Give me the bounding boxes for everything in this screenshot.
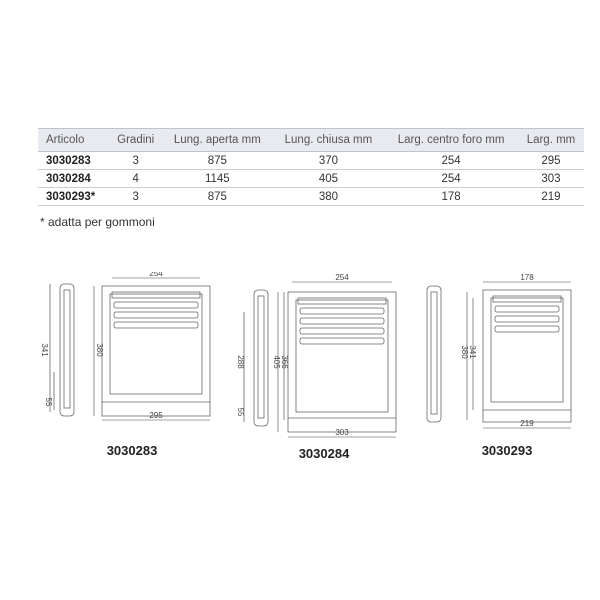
cell-larg-centro-foro: 178 [384, 188, 518, 206]
ladder-step [114, 312, 198, 318]
header-larg: Larg. mm [526, 134, 576, 146]
dim-side-foot: 55 [236, 407, 245, 417]
ladder-step [300, 318, 384, 324]
dim-left: 405 [272, 355, 281, 369]
drawing-caption: 3030283 [106, 443, 158, 458]
cell-gradini: 3 [109, 152, 162, 170]
header-larg-centro-foro: Larg. centro foro mm [397, 134, 505, 146]
side-rail-inner [431, 292, 437, 414]
cell-lung-chiusa: 370 [273, 152, 384, 170]
specs-table-container [38, 128, 584, 206]
header-lung-chiusa: Lung. chiusa mm [284, 134, 373, 146]
ladder-step [114, 302, 198, 308]
dim-left: 380 [95, 343, 104, 357]
dim-top: 254 [149, 272, 163, 278]
footnote: * adatta per gommoni [40, 215, 155, 229]
ladder-drawing-svg [232, 272, 407, 442]
cell-gradini: 4 [109, 170, 162, 188]
ladder-step [300, 328, 384, 334]
dim-bottom: 295 [149, 411, 163, 420]
ladder-steps [114, 302, 198, 328]
cell-larg: 219 [518, 188, 584, 206]
ladder-drawing-svg [415, 272, 580, 432]
ladder-step [495, 316, 559, 322]
cell-lung-aperta: 1145 [162, 170, 273, 188]
dim-left-2: 366 [280, 355, 289, 369]
dim-top: 178 [520, 273, 534, 282]
specs-table [38, 128, 584, 206]
cell-gradini: 3 [109, 188, 162, 206]
table-row [38, 152, 584, 170]
ladder-step [495, 326, 559, 332]
ladder-drawing-3030293 [415, 272, 580, 432]
ladder-step [495, 306, 559, 312]
table-row [38, 170, 584, 188]
dim-left-2: 341 [468, 345, 477, 359]
front-frame [102, 286, 210, 416]
dim-side-total: 288 [236, 355, 245, 369]
cell-lung-chiusa: 405 [273, 170, 384, 188]
header-gradini: Gradini [117, 134, 155, 146]
side-rail-outer [60, 284, 74, 416]
drawing-caption: 3030284 [298, 446, 350, 461]
ladder-steps [495, 306, 559, 332]
side-rail-outer [427, 286, 441, 422]
dim-side-foot: 55 [44, 397, 53, 407]
dim-bottom: 219 [520, 419, 534, 428]
cell-articolo: 3030284 [38, 170, 109, 188]
drawing-caption: 3030293 [481, 443, 533, 458]
ladder-drawing-3030284 [232, 272, 407, 442]
dim-left: 380 [460, 345, 469, 359]
cell-lung-chiusa: 380 [273, 188, 384, 206]
side-rail-inner [258, 296, 264, 418]
cell-larg-centro-foro: 254 [384, 170, 518, 188]
cell-larg: 303 [518, 170, 584, 188]
ladder-step [300, 338, 384, 344]
side-rail-inner [64, 290, 70, 408]
cell-larg: 295 [518, 152, 584, 170]
side-rail-outer [254, 290, 268, 426]
cell-articolo: 3030283 [38, 152, 109, 170]
cell-lung-aperta: 875 [162, 152, 273, 170]
dim-side-total: 341 [40, 343, 49, 357]
table-row [38, 188, 584, 206]
cell-articolo: 3030293* [38, 188, 109, 206]
ladder-steps [300, 308, 384, 344]
ladder-drawing-3030283 [40, 272, 225, 422]
dim-bottom: 303 [335, 428, 349, 437]
cell-lung-aperta: 875 [162, 188, 273, 206]
ladder-drawing-svg [40, 272, 225, 422]
front-frame [288, 292, 396, 432]
ladder-step [114, 322, 198, 328]
table-header-row [38, 129, 584, 152]
header-articolo: Articolo [46, 134, 85, 146]
ladder-step [300, 308, 384, 314]
dim-top: 254 [335, 273, 349, 282]
cell-larg-centro-foro: 254 [384, 152, 518, 170]
header-lung-aperta: Lung. aperta mm [173, 134, 261, 146]
